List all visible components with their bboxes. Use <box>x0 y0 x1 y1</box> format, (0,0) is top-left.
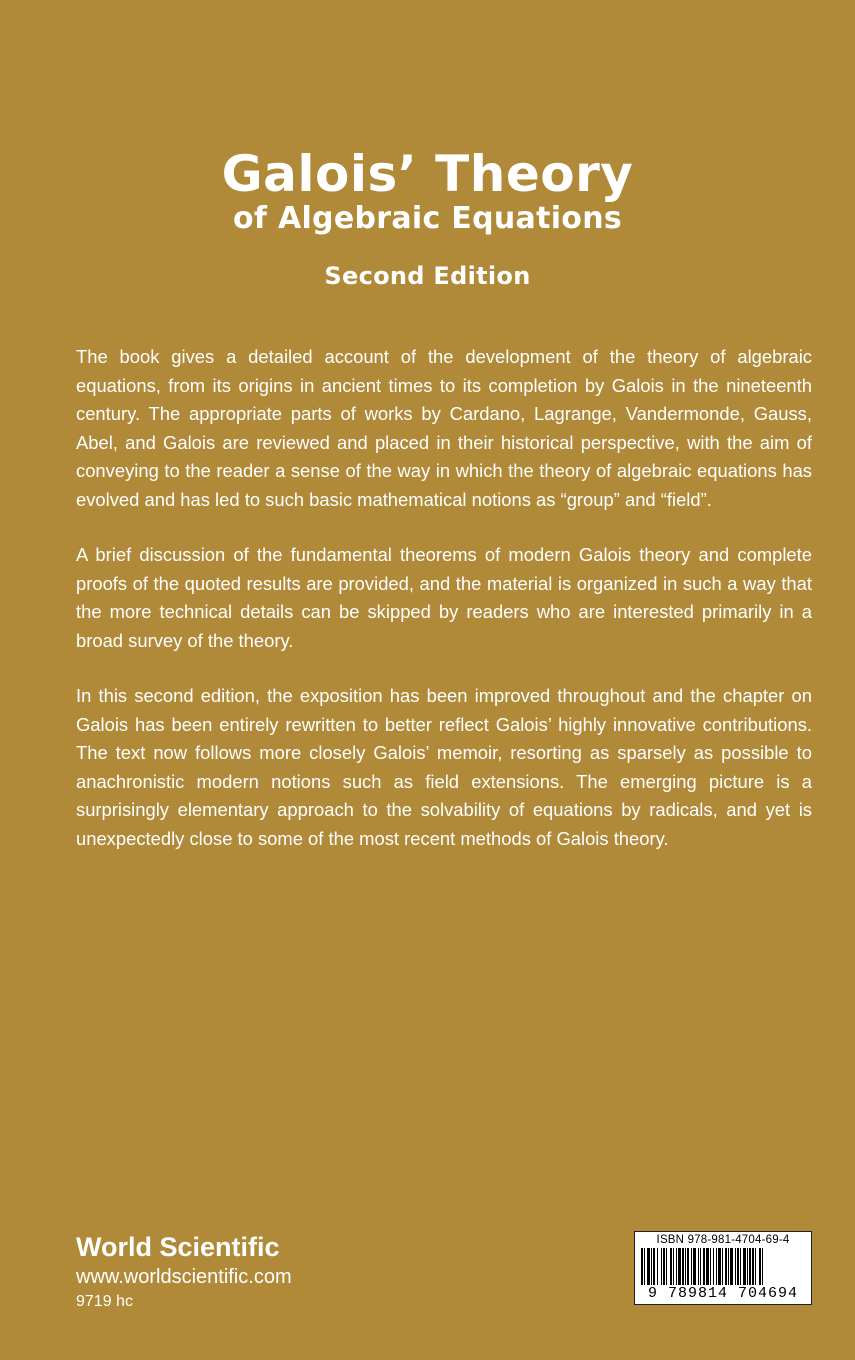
barcode-bar <box>713 1248 714 1290</box>
book-description <box>76 343 812 880</box>
barcode-bar <box>644 1248 645 1290</box>
barcode-bar <box>651 1248 652 1290</box>
edition-label: Second Edition <box>324 262 531 290</box>
publisher-url: www.worldscientific.com <box>76 1266 292 1288</box>
barcode-bar <box>759 1248 761 1290</box>
barcode-bar <box>670 1248 672 1290</box>
barcode-bar <box>703 1248 705 1290</box>
barcode-bar <box>710 1248 711 1290</box>
barcode-bar <box>740 1248 741 1290</box>
barcode-bar <box>676 1248 677 1290</box>
publisher-name: World Scientific <box>76 1232 280 1262</box>
isbn-label: ISBN 978-981-4704-69-4 <box>656 1234 790 1246</box>
product-code: 9719 hc <box>76 1293 133 1310</box>
barcode-bar <box>716 1248 717 1290</box>
barcode-bar <box>735 1248 736 1290</box>
barcode-bar <box>737 1248 739 1290</box>
barcode-digits: 9 789814 704694 <box>635 1285 811 1303</box>
barcode-bar <box>706 1248 709 1290</box>
barcode-bar <box>743 1248 746 1290</box>
barcode-bar <box>682 1248 684 1290</box>
barcode-bar <box>700 1248 701 1290</box>
isbn-barcode <box>634 1231 812 1305</box>
barcode-bar <box>678 1248 681 1290</box>
barcode-bar <box>749 1248 751 1290</box>
description-paragraph: A brief discussion of the fundamental theorems of modern Galois theory and complete proofs of the quoted results are provided, and the material is organized in such a way that the more technical details can be skipped by readers who are interested primarily in a broad survey of the theory. <box>76 544 812 651</box>
description-paragraph: In this second edition, the exposition has been improved throughout and the chapter on Galois has been entirely rewritten to better reflect Galois’ highly innovative contributions. The text now follows more closely Galois’ memoir, resorting as sparsely as possible to anachronistic modern notions such as field extensions. The emerging picture is a surprisingly elementary approach to the solvability of equations by radicals, and yet is unexpectedly close to some of the most recent methods of Galois theory. <box>76 685 812 849</box>
barcode-bar <box>725 1248 727 1290</box>
barcode-bar <box>698 1248 699 1290</box>
barcode-bar <box>730 1248 733 1290</box>
barcode-bar <box>663 1248 665 1290</box>
barcode-bar <box>693 1248 696 1290</box>
barcode-bar <box>685 1248 686 1290</box>
barcode-bar <box>755 1248 756 1290</box>
barcode-bar <box>722 1248 723 1290</box>
barcode-bars <box>639 1248 807 1290</box>
book-title: Galois’ Theory <box>221 145 634 203</box>
barcode-bar <box>747 1248 748 1290</box>
title-block <box>0 143 855 291</box>
barcode-bar <box>673 1248 674 1290</box>
barcode-bar <box>718 1248 721 1290</box>
barcode-bar <box>653 1248 655 1290</box>
barcode-bar <box>752 1248 754 1290</box>
barcode-bar <box>762 1248 763 1290</box>
barcode-bar <box>657 1248 658 1290</box>
barcode-bar <box>661 1248 662 1290</box>
barcode-bar <box>666 1248 667 1290</box>
description-paragraph: The book gives a detailed account of the development of the theory of algebraic equations, from its origins in ancient times to its completion by Galois in the nineteenth century. The appropriate parts of works by Cardano, Lagrange, Vandermonde, Gauss, Abel, and Galois are reviewed and placed in their historical perspective, with the aim of conveying to the reader a sense of the way in which the theory of algebraic equations has evolved and has led to such basic mathematical notions as “group” and “field”. <box>76 346 812 510</box>
barcode-bar <box>728 1248 729 1290</box>
book-subtitle: of Algebraic Equations <box>232 201 623 236</box>
barcode-bar <box>687 1248 689 1290</box>
barcode-bar <box>691 1248 692 1290</box>
publisher-block <box>76 1230 292 1313</box>
barcode-bar <box>647 1248 650 1290</box>
barcode-bar <box>641 1248 643 1290</box>
